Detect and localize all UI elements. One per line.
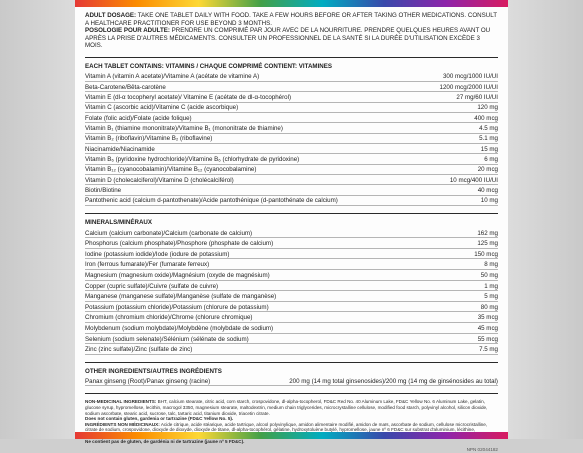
table-row bbox=[85, 344, 498, 355]
dosage-en-label: ADULT DOSAGE: bbox=[85, 12, 137, 19]
other-ingredients-section bbox=[85, 368, 498, 387]
non-medicinal-section bbox=[85, 399, 498, 452]
ingredient-amount: 35 mcg bbox=[477, 314, 498, 322]
ingredient-amount: 125 mg bbox=[477, 240, 498, 248]
table-row bbox=[85, 302, 498, 313]
ingredient-amount: 27 mg/60 IU/UI bbox=[456, 94, 498, 101]
ingredient-amount: 20 mcg bbox=[477, 166, 498, 174]
ingredient-amount: 10 mg bbox=[480, 197, 498, 205]
ingredient-name: Vitamin A (vitamin A acetate)/Vitamine A (acétate de vitamine A) bbox=[85, 73, 260, 81]
ingredient-amount: 45 mcg bbox=[477, 324, 498, 332]
table-row bbox=[85, 165, 498, 175]
table-row bbox=[85, 123, 498, 133]
table-row bbox=[85, 334, 498, 345]
table-row bbox=[85, 249, 498, 260]
divider bbox=[85, 362, 498, 363]
table-row bbox=[85, 270, 498, 281]
ingredient-name: Calcium (calcium carbonate)/Calcium (carbonate de calcium) bbox=[85, 229, 253, 237]
divider bbox=[85, 213, 498, 214]
table-row bbox=[85, 72, 498, 82]
minerals-table bbox=[85, 228, 498, 355]
nonmed-english bbox=[85, 399, 498, 416]
ingredient-amount: 300 mcg/1000 IU/UI bbox=[442, 73, 498, 81]
ingredient-amount: 6 mg bbox=[484, 156, 498, 164]
supplement-label bbox=[75, 0, 508, 453]
nonmed-fr-free-text: Ne contient pas de gluten, de gardénia ni de tartrazine (jaune nº 5 FD&C). bbox=[85, 438, 245, 444]
dosage-en-text: TAKE ONE TABLET DAILY WITH FOOD. TAKE A FEW HOURS BEFORE OR AFTER TAKING OTHER MEDICATIONS. CONSULT A HEALTHCARE PRACTITIONER FOR USE BEYOND 3 MONTHS. bbox=[85, 12, 497, 27]
dosage-fr-text: PRENDRE UN COMPRIMÉ PAR JOUR AVEC DE LA NOURRITURE. PRENDRE QUELQUES HEURES AVANT OU APRÈS LA PRISE D'AUTRES MÉDICAMENTS. CONSULTER UN PROFESSIONNEL DE LA SANTÉ SI LA DURÉE D'UTILISATION EXCÈDE 3 MOIS. bbox=[85, 27, 491, 50]
ingredient-amount: 55 mcg bbox=[477, 335, 498, 343]
table-row bbox=[85, 312, 498, 323]
table-row bbox=[85, 228, 498, 239]
table-row bbox=[85, 376, 498, 386]
ingredient-amount: 150 mcg bbox=[474, 250, 498, 258]
ingredient-name: Iodine (potassium iodide)/Iode (iodure de potassium) bbox=[85, 250, 230, 258]
ingredient-name: Niacinamide/Niacinamide bbox=[85, 145, 155, 153]
ingredient-name: Molybdenum (sodium molybdate)/Molybdène (molybdate de sodium) bbox=[85, 324, 274, 332]
rainbow-stripe-top bbox=[75, 0, 508, 7]
table-row bbox=[85, 82, 498, 92]
ingredient-name: Biotin/Biotine bbox=[85, 187, 122, 195]
table-row bbox=[85, 175, 498, 185]
table-row bbox=[85, 92, 498, 102]
divider bbox=[85, 57, 498, 58]
ingredient-amount: 120 mg bbox=[477, 104, 498, 112]
ingredient-amount: 15 mg bbox=[480, 145, 498, 153]
ingredient-name: Vitamin B₆ (pyridoxine hydrochloride)/Vitamine B₆ (chlorhydrate de pyridoxine) bbox=[85, 156, 300, 164]
vitamins-table bbox=[85, 72, 498, 206]
ingredient-name: Magnesium (magnesium oxide)/Magnésium (oxyde de magnésium) bbox=[85, 272, 270, 279]
ingredient-name: Selenium (sodium selenate)/Sélénium (sélénate de sodium) bbox=[85, 335, 249, 343]
other-table bbox=[85, 376, 498, 386]
ingredient-amount: 400 mcg bbox=[474, 114, 498, 122]
nonmed-en-label: NON-MEDICINAL INGREDIENTS: bbox=[85, 399, 157, 405]
dosage-section bbox=[85, 12, 498, 50]
table-row bbox=[85, 196, 498, 206]
ingredient-amount: 10 mcg/400 IU/UI bbox=[449, 176, 498, 184]
ingredient-amount: 1 mg bbox=[484, 282, 498, 290]
background-right bbox=[508, 0, 583, 439]
minerals-section bbox=[85, 219, 498, 355]
nonmed-en-free-text: Does not contain gluten, gardenia or tartrazine (FD&C Yellow No. 5). bbox=[85, 416, 234, 422]
ingredient-name: Beta-Carotene/Bêta-carotène bbox=[85, 83, 166, 91]
dosage-english bbox=[85, 12, 498, 27]
nonmed-fr-label: INGRÉDIENTS NON MÉDICINAUX: bbox=[85, 421, 160, 427]
ingredient-name: Manganese (manganese sulfate)/Manganèse (sulfate de manganèse) bbox=[85, 293, 277, 301]
table-row bbox=[85, 134, 498, 144]
table-row bbox=[85, 259, 498, 270]
ingredient-name: Zinc (zinc sulfate)/Zinc (sulfate de zinc) bbox=[85, 346, 193, 354]
minerals-title: MINERALS/MINÉRAUX bbox=[85, 219, 153, 227]
table-row bbox=[85, 144, 498, 154]
table-row bbox=[85, 281, 498, 292]
ingredient-name: Vitamin B₂ (riboflavin)/Vitamine B₂ (riboflavine) bbox=[85, 135, 213, 143]
table-row bbox=[85, 154, 498, 164]
ingredient-amount: 5.1 mg bbox=[479, 135, 498, 143]
ingredient-amount: 162 mg bbox=[477, 229, 498, 237]
ingredient-name: Folate (folic acid)/Folate (acide folique) bbox=[85, 114, 192, 122]
ingredient-name: Chromium (chromium chloride)/Chrome (chlorure chromique) bbox=[85, 314, 253, 322]
ingredient-amount: 40 mcg bbox=[477, 187, 498, 195]
ingredient-name: Panax ginseng (Root)/Panax ginseng (racine) bbox=[85, 377, 211, 385]
dosage-french bbox=[85, 27, 498, 50]
ingredient-amount: 80 mg bbox=[480, 303, 498, 311]
rainbow-stripe-bottom bbox=[75, 432, 508, 439]
vitamins-title: EACH TABLET CONTAINS: VITAMINS / CHAQUE COMPRIMÉ CONTIENT: VITAMINES bbox=[85, 62, 333, 70]
ingredient-amount: 5 mg bbox=[484, 293, 498, 301]
ingredient-name: Vitamin C (ascorbic acid)/Vitamine C (acide ascorbique) bbox=[85, 104, 239, 112]
ingredient-name: Vitamin B₁₂ (cyanocobalamin)/Vitamine B₁₂ (cyanocobalamine) bbox=[85, 166, 257, 174]
background-left bbox=[0, 0, 75, 439]
ingredient-amount: 4.5 mg bbox=[479, 125, 498, 133]
ingredient-name: Phosphorus (calcium phosphate)/Phosphore (phosphate de calcium) bbox=[85, 240, 274, 248]
table-row bbox=[85, 113, 498, 123]
ingredient-amount: 8 mg bbox=[484, 261, 498, 269]
table-row bbox=[85, 323, 498, 334]
ingredient-name: Vitamin B₁ (thiamine mononitrate)/Vitamine B₁ (mononitrate de thiamine) bbox=[85, 125, 283, 133]
ingredient-name: Pantothenic acid (calcium d-pantothenate)/Acide pantothénique (d-pantothénate de calcium) bbox=[85, 197, 338, 205]
ingredient-name: Vitamin E (dl-α tocopheryl acetate)/ Vitamine E (acétate de dl-α-tocophérol) bbox=[85, 94, 292, 101]
ingredient-name: Vitamin D (cholecalciferol)/Vitamine D (cholécalciférol) bbox=[85, 176, 234, 184]
ingredient-amount: 50 mg bbox=[480, 272, 498, 279]
ingredient-amount: 1200 mcg/2000 IU/UI bbox=[439, 83, 498, 91]
ingredient-name: Copper (cupric sulfate)/Cuivre (sulfate de cuivre) bbox=[85, 282, 219, 290]
nonmed-en-text: BHT, calcium stearate, citric acid, corn starch, crospovidone, dl-alpha-tocopherol, FD&C Red No. 40 Aluminum Lake, FD&C Yellow No. 6 Aluminum Lake, gelatin, glucose syrup, hypromellose, lecithin, macrogol 3350, magnesium stearate, maltodextrin, medium chain triglycerides, microcrystalline cellulose, modified food starch, polyvinyl alcohol, silicon dioxide, sodium ascorbate, stearic acid, sucrose, talc, tartaric acid, titanium dioxide, triacetin citrate. bbox=[85, 399, 488, 416]
table-row bbox=[85, 185, 498, 195]
table-row bbox=[85, 291, 498, 302]
ingredient-name: Iron (ferrous fumarate)/Fer (fumarate ferreux) bbox=[85, 261, 210, 269]
ingredient-name: Potassium (potassium chloride)/Potassium (chlorure de potassium) bbox=[85, 303, 269, 311]
label-content bbox=[75, 7, 508, 453]
ingredient-amount: 200 mg (14 mg total ginsenosides)/200 mg (14 mg de ginsénosides au total) bbox=[289, 377, 498, 385]
nonmed-fr-free bbox=[85, 439, 498, 445]
table-row bbox=[85, 238, 498, 249]
table-row bbox=[85, 103, 498, 113]
ingredient-amount: 7.5 mg bbox=[479, 346, 498, 354]
divider bbox=[85, 393, 498, 394]
npn-code: NPN 02044182 bbox=[466, 447, 498, 453]
vitamins-section bbox=[85, 63, 498, 206]
other-title: OTHER INGREDIENTS/AUTRES INGRÉDIENTS bbox=[85, 367, 222, 375]
nonmed-fr-text: Acide citrique, acide stéarique, acide tartrique, alcool polyvinylique, amidon alimentaire modifié, amidon de maïs, ascorbate de sodium, cellulose microcristalline, citrate de sodium, crospovidone, dioxyde de dioxyde, dioxyde de titane, dl-alpha-tocophérol, gélatine, hydroxytoluène butylé, hypromellose, jaune nº 6 FD&C sur substrat d'aluminium, lécithine, bbox=[85, 421, 488, 433]
dosage-fr-label: POSOLOGIE POUR ADULTE: bbox=[85, 27, 170, 35]
